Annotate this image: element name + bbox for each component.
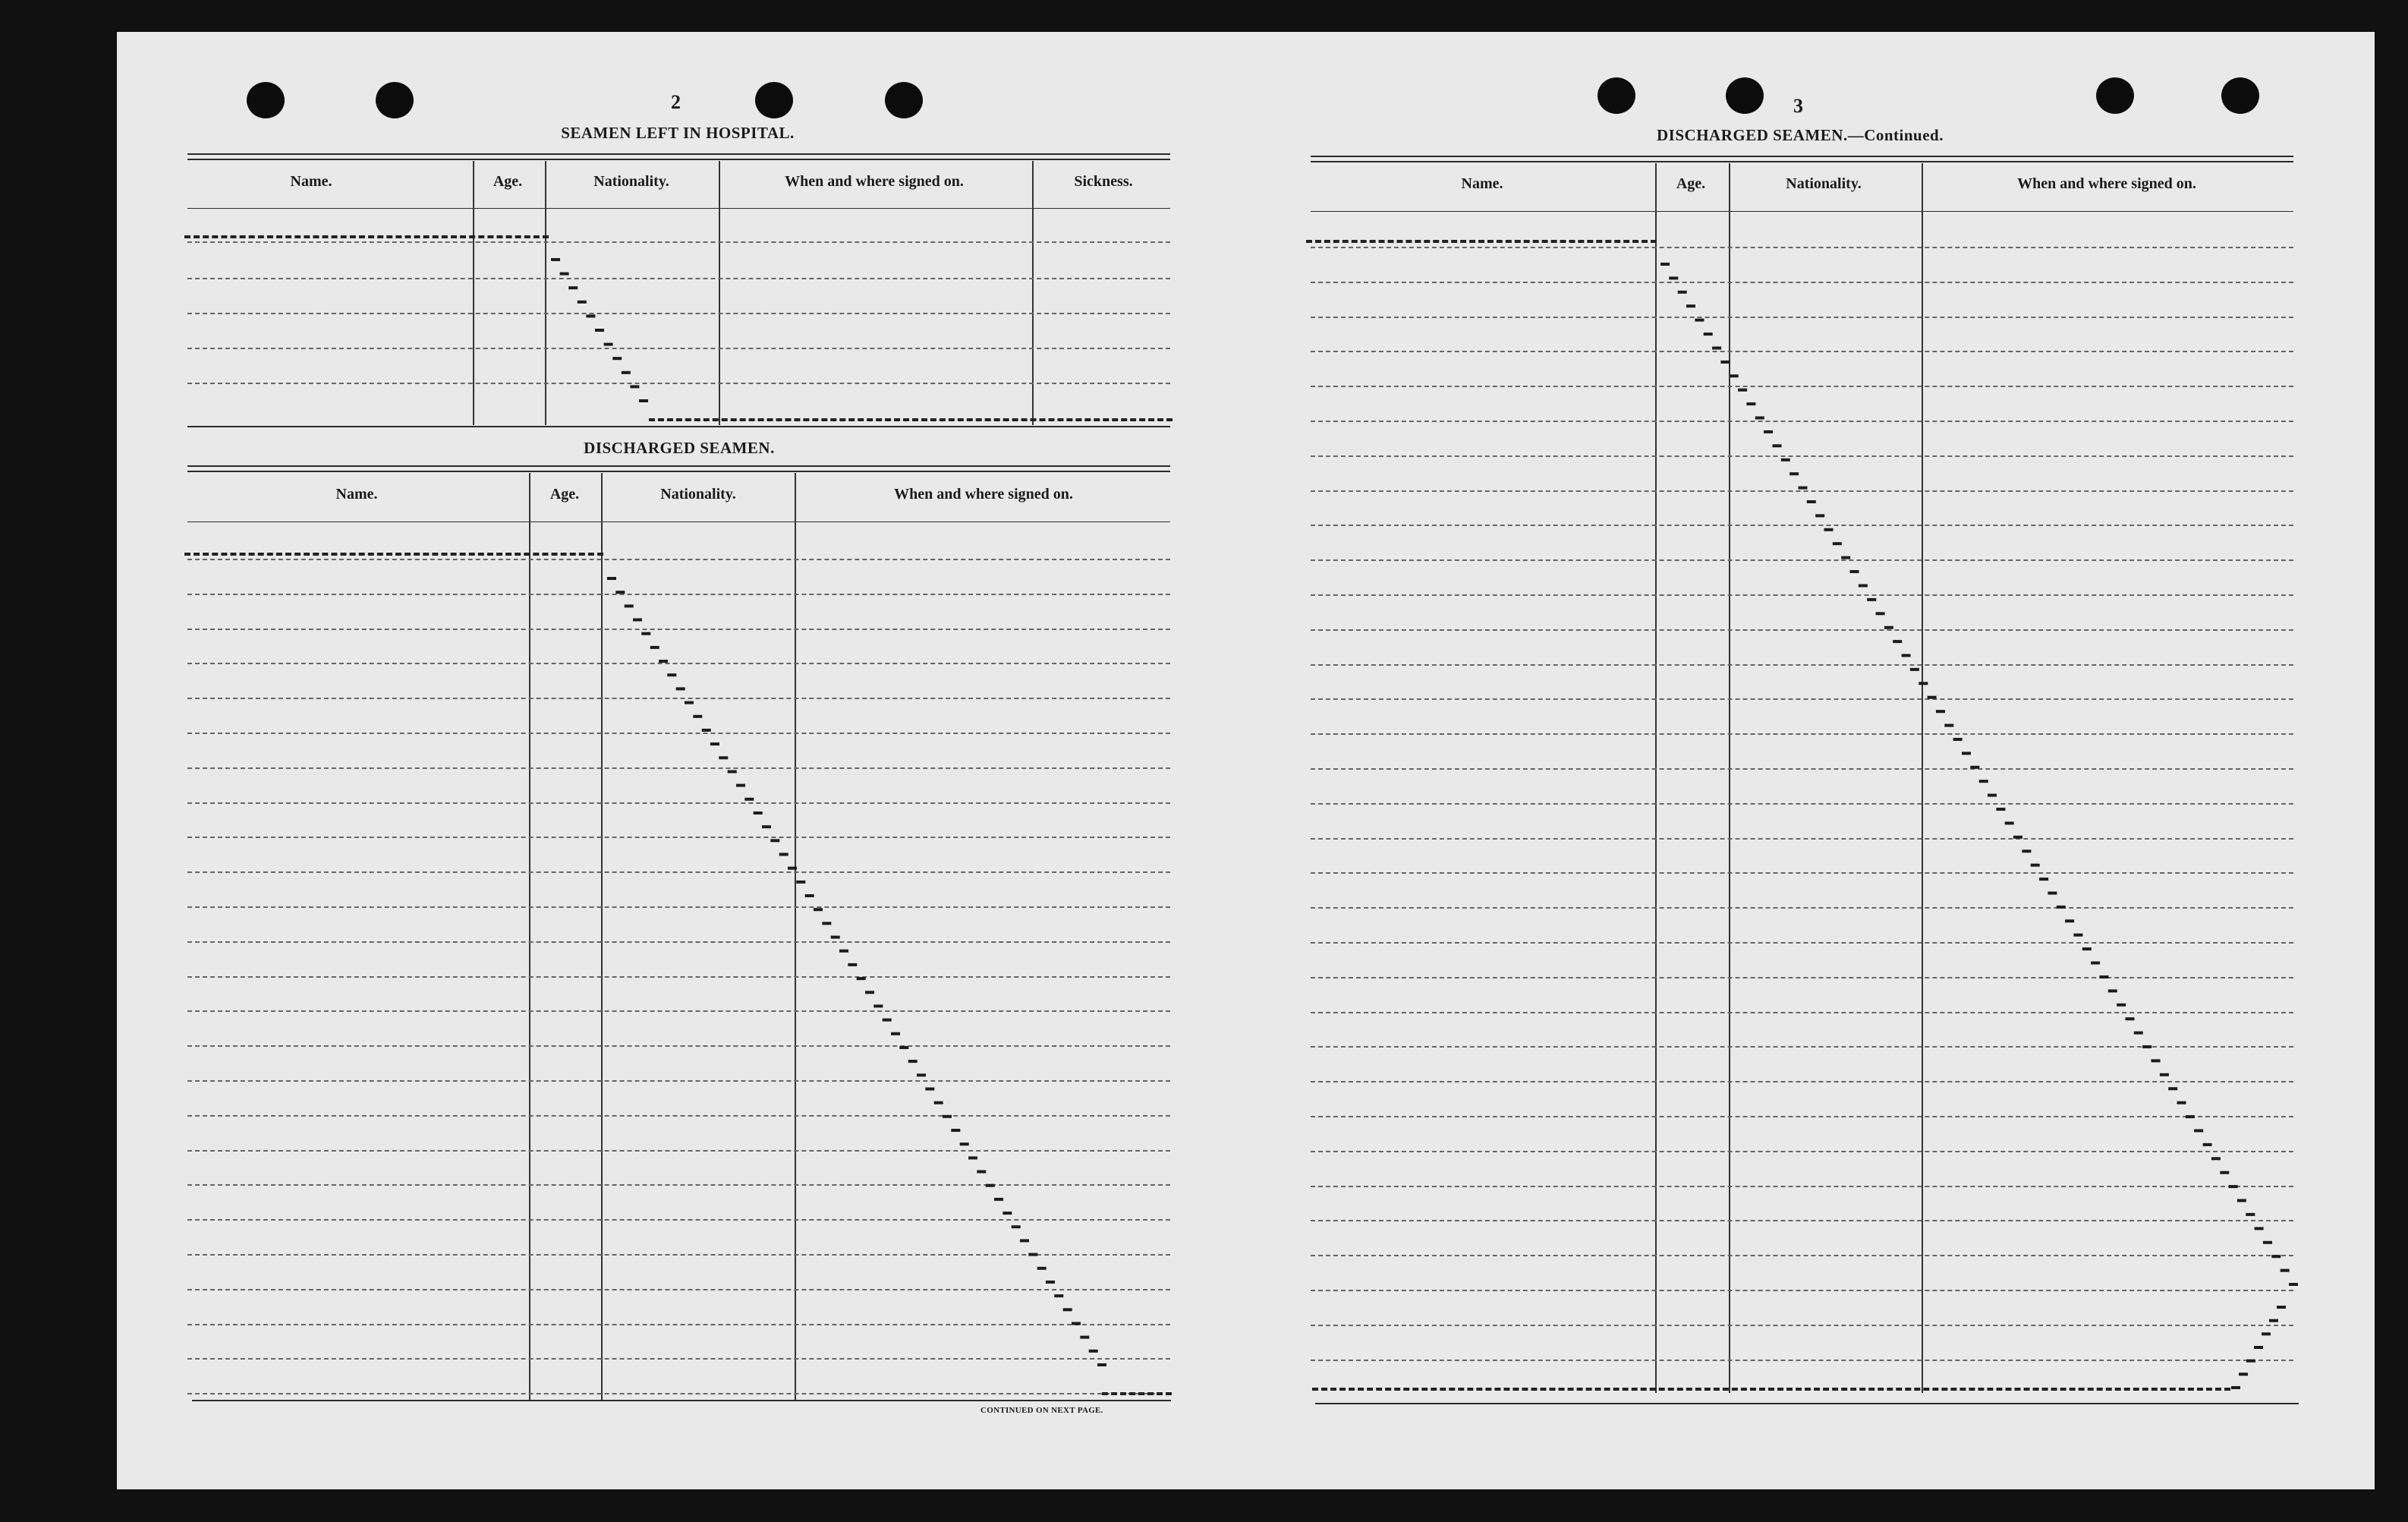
hospital-top-rule	[187, 153, 1170, 155]
entry-rule	[187, 837, 1170, 838]
entry-rule	[1311, 594, 2293, 596]
discharged-col-divider	[529, 473, 530, 1401]
entry-rule	[187, 1324, 1170, 1325]
entry-rule	[1311, 1325, 2293, 1326]
entry-rule	[187, 698, 1170, 699]
entry-rule	[1311, 1116, 2293, 1117]
right-col-age: Age.	[1676, 175, 1706, 192]
discharged-heavy-rule	[184, 553, 603, 556]
punch-hole	[2096, 77, 2134, 114]
hospital-col-signed-on: When and where signed on.	[785, 173, 964, 190]
entry-rule	[1311, 247, 2293, 248]
hospital-col-sickness: Sickness.	[1074, 173, 1133, 190]
hospital-col-divider	[545, 161, 546, 425]
entry-rule	[1311, 386, 2293, 387]
discharged-top-rule	[187, 471, 1170, 472]
discharged-col-signed-on: When and where signed on.	[894, 486, 1073, 503]
discharged-heavy-rule	[1102, 1392, 1172, 1395]
right-top-rule	[1311, 156, 2293, 157]
entry-rule	[187, 1080, 1170, 1082]
entry-rule	[1311, 1255, 2293, 1256]
discharged-bottom-rule	[192, 1400, 1171, 1401]
right-col-name: Name.	[1461, 175, 1503, 192]
right-top-rule	[1311, 161, 2293, 162]
hospital-col-divider	[719, 161, 720, 425]
entry-rule	[1311, 1360, 2293, 1361]
hospital-bottom-rule	[187, 426, 1170, 427]
entry-rule	[187, 1358, 1170, 1360]
entry-rule	[1311, 559, 2293, 561]
entry-rule	[187, 629, 1170, 630]
right-col-divider	[1655, 163, 1657, 1393]
entry-rule	[1311, 872, 2293, 874]
entry-rule	[1311, 1012, 2293, 1013]
hospital-heavy-rule	[184, 235, 549, 238]
entry-rule	[1311, 733, 2293, 735]
entry-rule	[1311, 942, 2293, 944]
right-bottom-rule	[1315, 1403, 2299, 1404]
entry-rule	[187, 906, 1170, 908]
entry-rule	[187, 594, 1170, 595]
entry-rule	[1311, 803, 2293, 805]
paper-sheet	[117, 32, 2375, 1489]
continued-note: CONTINUED ON NEXT PAGE.	[981, 1406, 1103, 1415]
entry-rule	[187, 976, 1170, 978]
punch-hole	[1597, 77, 1635, 114]
punch-hole	[2221, 77, 2259, 114]
entry-rule	[1311, 977, 2293, 978]
hospital-col-divider	[1032, 161, 1034, 425]
entry-rule	[1311, 838, 2293, 840]
discharged-section-title: DISCHARGED SEAMEN.	[584, 439, 775, 457]
punch-hole	[1726, 77, 1764, 114]
hospital-section-title: SEAMEN LEFT IN HOSPITAL.	[561, 124, 795, 142]
page-number-left: 2	[671, 91, 681, 113]
entry-rule	[187, 559, 1170, 560]
discharged-continued-title: DISCHARGED SEAMEN.—Continued.	[1657, 126, 1944, 144]
entry-rule	[187, 1393, 1170, 1394]
hospital-heavy-rule	[649, 418, 1173, 421]
entry-rule	[187, 1219, 1170, 1221]
punch-hole	[376, 82, 414, 118]
page-number-right: 3	[1793, 95, 1803, 117]
right-col-nationality: Nationality.	[1786, 175, 1862, 192]
hospital-entry-rule	[187, 241, 1170, 243]
discharged-top-rule	[187, 465, 1170, 467]
right-col-signed-on: When and where signed on.	[2017, 175, 2196, 192]
entry-rule	[187, 663, 1170, 664]
entry-rule	[1311, 490, 2293, 492]
entry-rule	[1311, 1186, 2293, 1187]
entry-rule	[1311, 1081, 2293, 1082]
entry-rule	[187, 941, 1170, 943]
entry-rule	[187, 871, 1170, 873]
entry-rule	[187, 1254, 1170, 1256]
entry-rule	[1311, 525, 2293, 526]
punch-hole	[755, 82, 793, 118]
entry-rule	[187, 1115, 1170, 1117]
entry-rule	[1311, 664, 2293, 666]
entry-rule	[187, 1289, 1170, 1290]
entry-rule	[1311, 421, 2293, 422]
entry-rule	[1311, 768, 2293, 770]
entry-rule	[1311, 1290, 2293, 1291]
punch-hole	[885, 82, 923, 118]
right-heavy-rule	[1306, 240, 1657, 243]
discharged-col-divider	[795, 473, 796, 1401]
entry-rule	[187, 733, 1170, 734]
entry-rule	[187, 1184, 1170, 1186]
hospital-col-nationality: Nationality.	[593, 173, 669, 190]
entry-rule	[187, 1010, 1170, 1012]
entry-rule	[1311, 317, 2293, 318]
discharged-col-age: Age.	[549, 486, 580, 503]
entry-rule	[1311, 907, 2293, 909]
hospital-top-rule	[187, 159, 1170, 160]
entry-rule	[1311, 1220, 2293, 1221]
entry-rule	[187, 802, 1170, 804]
right-header-rule	[1311, 211, 2293, 212]
discharged-col-name: Name.	[335, 486, 378, 503]
discharged-col-nationality: Nationality.	[660, 486, 736, 503]
entry-rule	[1311, 698, 2293, 700]
entry-rule	[187, 767, 1170, 769]
hospital-entry-rule	[187, 313, 1170, 314]
hospital-entry-rule	[187, 278, 1170, 279]
hospital-header-rule	[187, 208, 1170, 209]
right-col-divider	[1922, 163, 1923, 1393]
entry-rule	[1311, 629, 2293, 631]
hospital-entry-rule	[187, 348, 1170, 349]
right-heavy-rule	[1312, 1388, 2230, 1391]
entry-rule	[1311, 455, 2293, 457]
right-col-divider	[1729, 163, 1730, 1393]
hospital-col-divider	[473, 161, 474, 425]
entry-rule	[1311, 351, 2293, 352]
entry-rule	[1311, 282, 2293, 283]
discharged-col-divider	[601, 473, 603, 1401]
entry-rule	[187, 1150, 1170, 1152]
entry-rule	[187, 1045, 1170, 1047]
entry-rule	[1311, 1151, 2293, 1152]
entry-rule	[1311, 1046, 2293, 1048]
hospital-col-age: Age.	[493, 173, 523, 190]
hospital-col-name: Name.	[290, 173, 332, 190]
punch-hole	[247, 82, 285, 118]
hospital-entry-rule	[187, 383, 1170, 384]
